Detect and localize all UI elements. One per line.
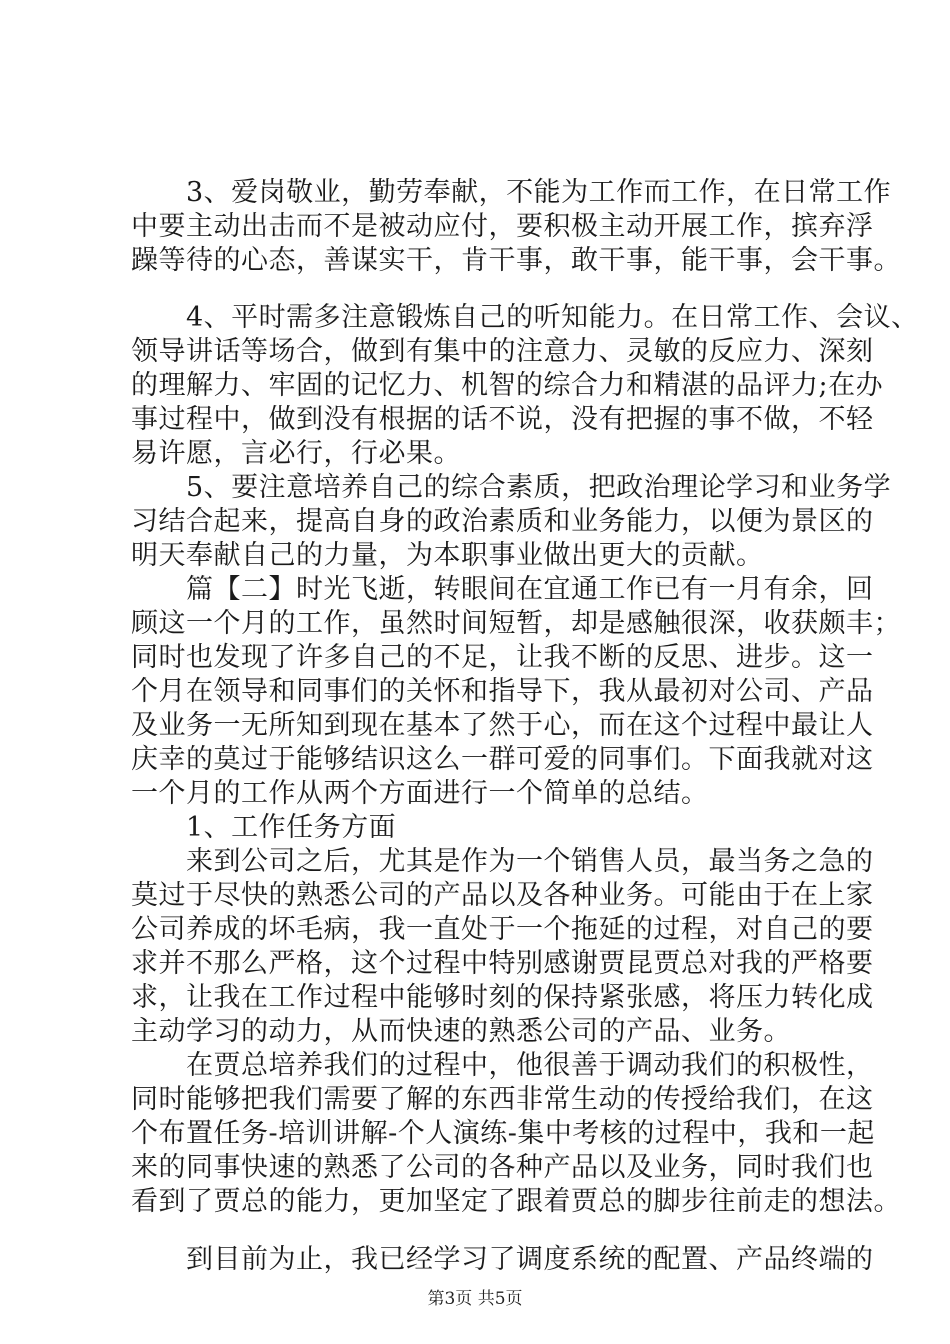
paragraph-4-line-5: 易许愿，言必行，行必果。 bbox=[131, 438, 461, 469]
paragraph-4-line-1: 4、平时需多注意锻炼自己的听知能力。在日常工作、会议、 bbox=[131, 302, 919, 333]
paragraph-3-line-1: 3、爱岗敬业，勤劳奉献，不能为工作而工作，在日常工作 bbox=[131, 177, 892, 208]
work-tasks-line-1: 来到公司之后，尤其是作为一个销售人员，最当务之急的 bbox=[131, 846, 874, 877]
heading-work-tasks: 1、工作任务方面 bbox=[131, 812, 397, 843]
paragraph-3-line-3: 躁等待的心态，善谋实干，肯干事，敢干事，能干事，会干事。 bbox=[131, 245, 901, 276]
progress-line-1: 到目前为止，我已经学习了调度系统的配置、产品终端的 bbox=[131, 1244, 874, 1275]
work-tasks-line-3: 公司养成的坏毛病，我一直处于一个拖延的过程，对自己的要 bbox=[131, 914, 874, 945]
section-two-line-3: 同时也发现了许多自己的不足，让我不断的反思、进步。这一 bbox=[131, 642, 874, 673]
section-two-line-2: 顾这一个月的工作，虽然时间短暂，却是感触很深，收获颇丰； bbox=[131, 608, 901, 639]
paragraph-3-line-2: 中要主动出击而不是被动应付，要积极主动开展工作，摈弃浮 bbox=[131, 211, 874, 242]
training-line-5: 看到了贾总的能力，更加坚定了跟着贾总的脚步往前走的想法。 bbox=[131, 1186, 901, 1217]
page-footer: 第3页 共5页 bbox=[427, 1289, 523, 1309]
paragraph-4-line-3: 的理解力、牢固的记忆力、机智的综合力和精湛的品评力;在办 bbox=[131, 370, 884, 401]
paragraph-5-line-2: 习结合起来，提高自身的政治素质和业务能力，以便为景区的 bbox=[131, 506, 874, 537]
section-two-line-6: 庆幸的莫过于能够结识这么一群可爱的同事们。下面我就对这 bbox=[131, 744, 874, 775]
work-tasks-line-6: 主动学习的动力，从而快速的熟悉公司的产品、业务。 bbox=[131, 1016, 791, 1047]
paragraph-4-line-4: 事过程中，做到没有根据的话不说，没有把握的事不做，不轻 bbox=[131, 404, 874, 435]
work-tasks-line-4: 求并不那么严格，这个过程中特别感谢贾昆贾总对我的严格要 bbox=[131, 948, 874, 979]
training-line-4: 来的同事快速的熟悉了公司的各种产品以及业务，同时我们也 bbox=[131, 1152, 874, 1183]
section-two-line-7: 一个月的工作从两个方面进行一个简单的总结。 bbox=[131, 778, 709, 809]
training-line-2: 同时能够把我们需要了解的东西非常生动的传授给我们，在这 bbox=[131, 1084, 874, 1115]
section-two-line-5: 及业务一无所知到现在基本了然于心，而在这个过程中最让人 bbox=[131, 710, 874, 741]
training-line-3: 个布置任务-培训讲解-个人演练-集中考核的过程中，我和一起 bbox=[131, 1118, 875, 1149]
paragraph-5-line-3: 明天奉献自己的力量，为本职事业做出更大的贡献。 bbox=[131, 540, 764, 571]
paragraph-4-line-2: 领导讲话等场合，做到有集中的注意力、灵敏的反应力、深刻 bbox=[131, 336, 874, 367]
paragraph-5-line-1: 5、要注意培养自己的综合素质，把政治理论学习和业务学 bbox=[131, 472, 892, 503]
training-line-1: 在贾总培养我们的过程中，他很善于调动我们的积极性， bbox=[131, 1050, 874, 1081]
section-two-line-1: 篇【二】时光飞逝，转眼间在宜通工作已有一月有余，回 bbox=[131, 574, 874, 605]
work-tasks-line-2: 莫过于尽快的熟悉公司的产品以及各种业务。可能由于在上家 bbox=[131, 880, 874, 911]
section-two-line-4: 个月在领导和同事们的关怀和指导下，我从最初对公司、产品 bbox=[131, 676, 874, 707]
work-tasks-line-5: 求，让我在工作过程中能够时刻的保持紧张感，将压力转化成 bbox=[131, 982, 874, 1013]
